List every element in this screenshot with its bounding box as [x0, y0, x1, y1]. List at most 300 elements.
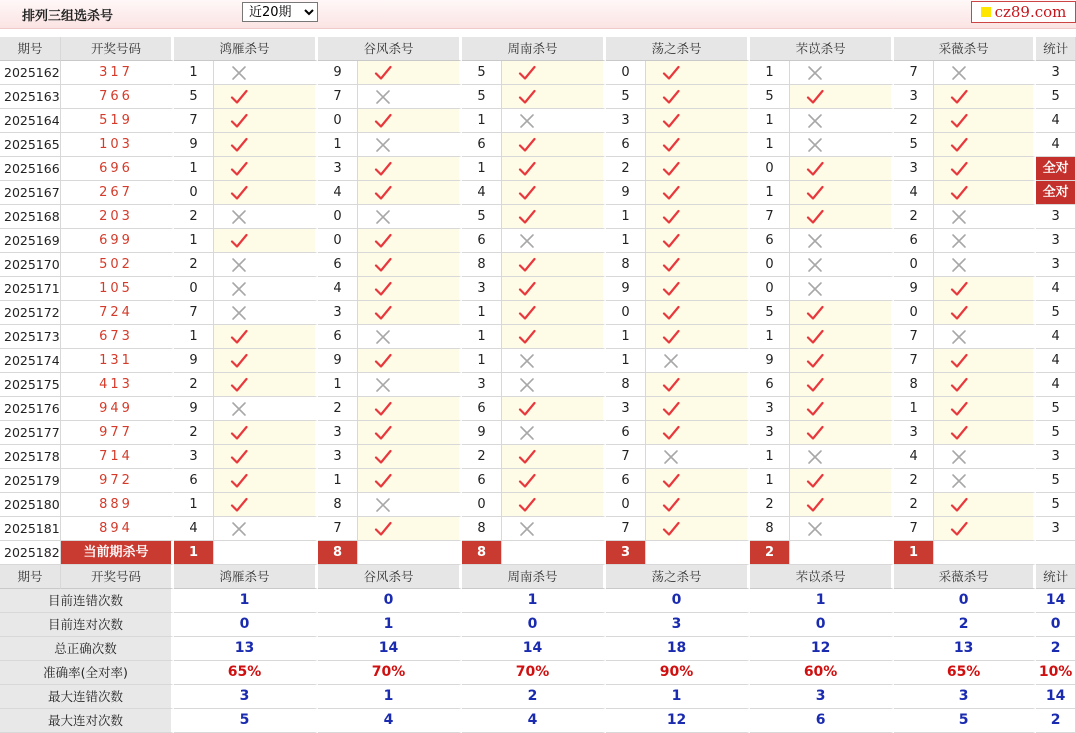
kill-number-cell: 1 — [174, 493, 214, 517]
page-title: 排列三组选杀号 — [22, 9, 114, 24]
check-icon — [662, 209, 680, 225]
result-miss-cell — [790, 277, 894, 301]
table-header-row — [0, 37, 1076, 61]
logo-square-icon — [981, 7, 991, 17]
kill-number-cell: 1 — [606, 205, 646, 229]
check-icon — [806, 425, 824, 441]
check-icon — [662, 377, 680, 393]
check-icon — [662, 113, 680, 129]
check-icon — [662, 233, 680, 249]
result-miss-cell — [502, 421, 606, 445]
result-hit-cell — [214, 469, 318, 493]
stats-row — [0, 613, 1076, 637]
check-icon — [230, 233, 248, 249]
cross-icon — [950, 65, 968, 81]
draw-number-cell: 889 — [61, 493, 174, 517]
cross-icon — [950, 473, 968, 489]
cross-icon — [950, 257, 968, 273]
issue-cell: 2025165 — [0, 133, 61, 157]
check-icon — [374, 449, 392, 465]
kill-number-cell: 1 — [894, 397, 934, 421]
result-hit-cell — [502, 277, 606, 301]
draw-header: 开奖号码 — [61, 37, 174, 61]
stats-row — [0, 685, 1076, 709]
table-row — [0, 469, 1076, 493]
result-hit-cell — [358, 253, 462, 277]
check-icon — [662, 161, 680, 177]
check-icon — [950, 89, 968, 105]
check-icon — [806, 401, 824, 417]
stat-count-cell: 4 — [1036, 325, 1076, 349]
kill-number-cell: 1 — [750, 61, 790, 85]
cross-icon — [230, 401, 248, 417]
kill-number-cell: 9 — [318, 349, 358, 373]
kill-number-cell: 1 — [318, 133, 358, 157]
check-icon — [230, 449, 248, 465]
check-icon — [806, 161, 824, 177]
current-issue-row — [0, 541, 1076, 565]
check-icon — [662, 89, 680, 105]
result-hit-cell — [358, 157, 462, 181]
cross-icon — [518, 233, 536, 249]
check-icon — [950, 113, 968, 129]
kill-number-cell: 7 — [894, 61, 934, 85]
check-icon — [374, 281, 392, 297]
kill-number-cell: 3 — [174, 445, 214, 469]
kill-number-cell: 1 — [750, 469, 790, 493]
kill-number-cell: 2 — [750, 493, 790, 517]
all-correct-badge: 全对 — [1036, 181, 1076, 205]
stats-value: 1 — [318, 685, 462, 709]
result-miss-cell — [214, 205, 318, 229]
kill-number-cell: 1 — [750, 445, 790, 469]
check-icon — [806, 377, 824, 393]
check-icon — [662, 497, 680, 513]
result-hit-cell — [358, 109, 462, 133]
stats-total: 14 — [1036, 589, 1076, 613]
stat-count-cell: 5 — [1036, 85, 1076, 109]
result-miss-cell — [214, 517, 318, 541]
result-hit-cell — [214, 445, 318, 469]
check-icon — [662, 305, 680, 321]
stats-value: 0 — [894, 589, 1036, 613]
cross-icon — [230, 209, 248, 225]
check-icon — [662, 281, 680, 297]
kill-number-cell: 2 — [894, 469, 934, 493]
kill-number-table — [0, 37, 1076, 733]
result-hit-cell — [358, 181, 462, 205]
expert-header-5: 芣苡杀号 — [750, 37, 894, 61]
kill-number-cell: 7 — [894, 517, 934, 541]
result-miss-cell — [646, 445, 750, 469]
result-miss-cell — [934, 229, 1036, 253]
draw-number-cell: 977 — [61, 421, 174, 445]
stats-value: 2 — [894, 613, 1036, 637]
cross-icon — [230, 65, 248, 81]
result-hit-cell — [358, 445, 462, 469]
kill-number-cell: 6 — [462, 469, 502, 493]
kill-number-cell: 8 — [318, 493, 358, 517]
kill-number-cell: 8 — [894, 373, 934, 397]
result-miss-cell — [358, 493, 462, 517]
stats-row — [0, 637, 1076, 661]
result-miss-cell — [790, 253, 894, 277]
stats-value: 3 — [750, 685, 894, 709]
issue-cell: 2025167 — [0, 181, 61, 205]
current-kill-label: 当前期杀号 — [61, 541, 174, 565]
stats-header-row — [0, 565, 1076, 589]
result-hit-cell — [934, 277, 1036, 301]
check-icon — [230, 185, 248, 201]
result-hit-cell — [358, 301, 462, 325]
cross-icon — [374, 329, 392, 345]
issue-cell: 2025178 — [0, 445, 61, 469]
result-hit-cell — [502, 301, 606, 325]
kill-number-cell: 7 — [174, 109, 214, 133]
check-icon — [950, 137, 968, 153]
result-hit-cell — [790, 421, 894, 445]
stats-value: 65% — [174, 661, 318, 685]
stat-count-cell: 5 — [1036, 301, 1076, 325]
kill-number-cell: 1 — [174, 61, 214, 85]
result-hit-cell — [358, 229, 462, 253]
kill-number-cell: 1 — [606, 325, 646, 349]
kill-number-cell: 0 — [894, 301, 934, 325]
result-miss-cell — [646, 349, 750, 373]
current-kill-number: 3 — [606, 541, 646, 565]
check-icon — [662, 185, 680, 201]
check-icon — [230, 497, 248, 513]
kill-number-cell: 9 — [174, 397, 214, 421]
kill-number-cell: 1 — [462, 325, 502, 349]
stat-count-cell: 3 — [1036, 229, 1076, 253]
result-hit-cell — [790, 325, 894, 349]
check-icon — [950, 425, 968, 441]
stats-value: 70% — [318, 661, 462, 685]
kill-number-cell: 6 — [750, 229, 790, 253]
stat-count-cell: 4 — [1036, 349, 1076, 373]
result-miss-cell — [934, 445, 1036, 469]
issue-cell: 2025174 — [0, 349, 61, 373]
stats-value: 12 — [750, 637, 894, 661]
kill-number-cell: 8 — [606, 373, 646, 397]
check-icon — [230, 377, 248, 393]
result-hit-cell — [502, 61, 606, 85]
result-hit-cell — [646, 181, 750, 205]
kill-number-cell: 6 — [318, 253, 358, 277]
result-miss-cell — [934, 205, 1036, 229]
period-select[interactable] — [242, 2, 318, 22]
result-hit-cell — [646, 61, 750, 85]
issue-cell: 2025163 — [0, 85, 61, 109]
stats-value: 70% — [462, 661, 606, 685]
stat-count-cell: 5 — [1036, 469, 1076, 493]
draw-number-cell: 714 — [61, 445, 174, 469]
kill-number-cell: 2 — [462, 445, 502, 469]
table-row — [0, 61, 1076, 85]
cross-icon — [518, 425, 536, 441]
check-icon — [806, 353, 824, 369]
check-icon — [230, 161, 248, 177]
stat-count-cell: 4 — [1036, 133, 1076, 157]
kill-number-cell: 4 — [174, 517, 214, 541]
result-hit-cell — [358, 397, 462, 421]
kill-number-cell: 9 — [750, 349, 790, 373]
current-empty-cell — [358, 541, 462, 565]
table-row — [0, 397, 1076, 421]
kill-number-cell: 5 — [606, 85, 646, 109]
stat-count-cell: 4 — [1036, 109, 1076, 133]
current-kill-number: 8 — [462, 541, 502, 565]
kill-number-cell: 6 — [606, 469, 646, 493]
result-miss-cell — [790, 61, 894, 85]
check-icon — [950, 521, 968, 537]
result-hit-cell — [790, 205, 894, 229]
stats-value: 13 — [174, 637, 318, 661]
kill-number-cell: 3 — [318, 421, 358, 445]
all-correct-badge: 全对 — [1036, 157, 1076, 181]
cross-icon — [230, 305, 248, 321]
result-hit-cell — [934, 493, 1036, 517]
result-miss-cell — [214, 277, 318, 301]
kill-number-cell: 1 — [750, 325, 790, 349]
issue-cell: 2025169 — [0, 229, 61, 253]
cross-icon — [374, 377, 392, 393]
result-hit-cell — [502, 445, 606, 469]
result-miss-cell — [358, 373, 462, 397]
draw-header: 开奖号码 — [61, 565, 174, 589]
result-miss-cell — [358, 205, 462, 229]
result-hit-cell — [502, 493, 606, 517]
site-logo[interactable] — [971, 1, 1076, 23]
draw-number-cell: 203 — [61, 205, 174, 229]
stats-label: 目前连对次数 — [0, 613, 174, 637]
stat-count-cell: 4 — [1036, 277, 1076, 301]
result-hit-cell — [502, 205, 606, 229]
check-icon — [230, 353, 248, 369]
stats-total: 0 — [1036, 613, 1076, 637]
kill-number-cell: 2 — [606, 157, 646, 181]
kill-number-cell: 3 — [894, 85, 934, 109]
kill-number-cell: 6 — [462, 133, 502, 157]
check-icon — [806, 473, 824, 489]
result-hit-cell — [934, 301, 1036, 325]
table-row — [0, 373, 1076, 397]
cross-icon — [518, 521, 536, 537]
draw-number-cell: 766 — [61, 85, 174, 109]
check-icon — [518, 449, 536, 465]
result-hit-cell — [934, 181, 1036, 205]
current-stat-cell — [1036, 541, 1076, 565]
kill-number-cell: 5 — [750, 301, 790, 325]
cross-icon — [374, 89, 392, 105]
issue-cell: 2025180 — [0, 493, 61, 517]
cross-icon — [518, 113, 536, 129]
stats-value: 1 — [318, 613, 462, 637]
issue-cell: 2025168 — [0, 205, 61, 229]
kill-number-cell: 4 — [462, 181, 502, 205]
result-miss-cell — [790, 109, 894, 133]
result-miss-cell — [790, 229, 894, 253]
check-icon — [518, 161, 536, 177]
stats-value: 0 — [462, 613, 606, 637]
kill-number-cell: 0 — [174, 277, 214, 301]
stats-value: 1 — [606, 685, 750, 709]
kill-number-cell: 0 — [894, 253, 934, 277]
cross-icon — [662, 449, 680, 465]
current-kill-number: 1 — [174, 541, 214, 565]
kill-number-cell: 7 — [318, 85, 358, 109]
kill-number-cell: 3 — [606, 109, 646, 133]
stat-count-cell: 5 — [1036, 397, 1076, 421]
check-icon — [806, 329, 824, 345]
draw-number-cell: 972 — [61, 469, 174, 493]
kill-number-cell: 9 — [174, 133, 214, 157]
draw-number-cell: 267 — [61, 181, 174, 205]
stats-value: 1 — [462, 589, 606, 613]
stats-value: 3 — [894, 685, 1036, 709]
check-icon — [518, 329, 536, 345]
stat-header: 统计 — [1036, 565, 1076, 589]
result-hit-cell — [214, 229, 318, 253]
kill-number-cell: 7 — [318, 517, 358, 541]
kill-number-cell: 9 — [318, 61, 358, 85]
result-hit-cell — [214, 109, 318, 133]
kill-number-cell: 8 — [462, 517, 502, 541]
result-hit-cell — [214, 421, 318, 445]
issue-cell: 2025181 — [0, 517, 61, 541]
cross-icon — [806, 233, 824, 249]
result-miss-cell — [214, 253, 318, 277]
result-hit-cell — [790, 397, 894, 421]
check-icon — [806, 497, 824, 513]
cross-icon — [374, 137, 392, 153]
check-icon — [950, 305, 968, 321]
result-hit-cell — [790, 301, 894, 325]
stat-count-cell: 3 — [1036, 517, 1076, 541]
expert-header-4: 荡之杀号 — [606, 37, 750, 61]
current-issue-cell: 2025182 — [0, 541, 61, 565]
result-hit-cell — [502, 85, 606, 109]
check-icon — [518, 89, 536, 105]
result-hit-cell — [790, 181, 894, 205]
stats-value: 4 — [462, 709, 606, 733]
issue-header: 期号 — [0, 37, 61, 61]
stats-label: 最大连对次数 — [0, 709, 174, 733]
cross-icon — [806, 65, 824, 81]
stats-total: 14 — [1036, 685, 1076, 709]
kill-number-cell: 2 — [174, 205, 214, 229]
check-icon — [230, 89, 248, 105]
kill-number-cell: 7 — [606, 445, 646, 469]
cross-icon — [950, 233, 968, 249]
table-row — [0, 421, 1076, 445]
table-row — [0, 109, 1076, 133]
result-miss-cell — [790, 445, 894, 469]
draw-number-cell: 519 — [61, 109, 174, 133]
result-hit-cell — [790, 469, 894, 493]
result-miss-cell — [358, 85, 462, 109]
kill-number-cell: 1 — [606, 229, 646, 253]
kill-number-cell: 7 — [174, 301, 214, 325]
issue-cell: 2025162 — [0, 61, 61, 85]
check-icon — [950, 401, 968, 417]
check-icon — [374, 473, 392, 489]
table-row — [0, 517, 1076, 541]
result-miss-cell — [934, 253, 1036, 277]
kill-number-cell: 0 — [318, 229, 358, 253]
kill-number-cell: 3 — [318, 301, 358, 325]
draw-number-cell: 724 — [61, 301, 174, 325]
kill-number-cell: 1 — [750, 133, 790, 157]
cross-icon — [518, 353, 536, 369]
table-row — [0, 325, 1076, 349]
table-row — [0, 301, 1076, 325]
check-icon — [518, 305, 536, 321]
result-hit-cell — [934, 109, 1036, 133]
kill-number-cell: 0 — [174, 181, 214, 205]
expert-header-2: 谷风杀号 — [318, 565, 462, 589]
stats-value: 0 — [750, 613, 894, 637]
kill-number-cell: 1 — [462, 109, 502, 133]
result-hit-cell — [646, 157, 750, 181]
stats-value: 12 — [606, 709, 750, 733]
result-miss-cell — [358, 133, 462, 157]
result-hit-cell — [934, 421, 1036, 445]
kill-number-cell: 3 — [318, 445, 358, 469]
check-icon — [374, 305, 392, 321]
issue-cell: 2025175 — [0, 373, 61, 397]
kill-number-cell: 4 — [318, 277, 358, 301]
stats-value: 14 — [318, 637, 462, 661]
logo-text: cz89.com — [994, 3, 1067, 21]
kill-number-cell: 0 — [606, 61, 646, 85]
table-row — [0, 493, 1076, 517]
check-icon — [518, 401, 536, 417]
kill-number-cell: 0 — [462, 493, 502, 517]
stat-count-cell: 5 — [1036, 493, 1076, 517]
kill-number-cell: 4 — [318, 181, 358, 205]
stats-value: 90% — [606, 661, 750, 685]
table-row — [0, 277, 1076, 301]
result-miss-cell — [358, 325, 462, 349]
result-hit-cell — [646, 85, 750, 109]
stats-total: 2 — [1036, 709, 1076, 733]
kill-number-cell: 1 — [318, 469, 358, 493]
kill-number-cell: 8 — [750, 517, 790, 541]
cross-icon — [374, 209, 392, 225]
check-icon — [806, 305, 824, 321]
issue-cell: 2025176 — [0, 397, 61, 421]
result-hit-cell — [502, 325, 606, 349]
result-hit-cell — [358, 61, 462, 85]
cross-icon — [518, 377, 536, 393]
table-row — [0, 157, 1076, 181]
table-row — [0, 133, 1076, 157]
stat-count-cell: 3 — [1036, 61, 1076, 85]
stats-value: 0 — [606, 589, 750, 613]
current-empty-cell — [934, 541, 1036, 565]
check-icon — [806, 209, 824, 225]
kill-number-cell: 3 — [462, 373, 502, 397]
stats-value: 18 — [606, 637, 750, 661]
result-hit-cell — [358, 277, 462, 301]
result-hit-cell — [214, 85, 318, 109]
stat-count-cell: 5 — [1036, 421, 1076, 445]
stats-value: 3 — [174, 685, 318, 709]
kill-number-cell: 9 — [174, 349, 214, 373]
current-empty-cell — [790, 541, 894, 565]
